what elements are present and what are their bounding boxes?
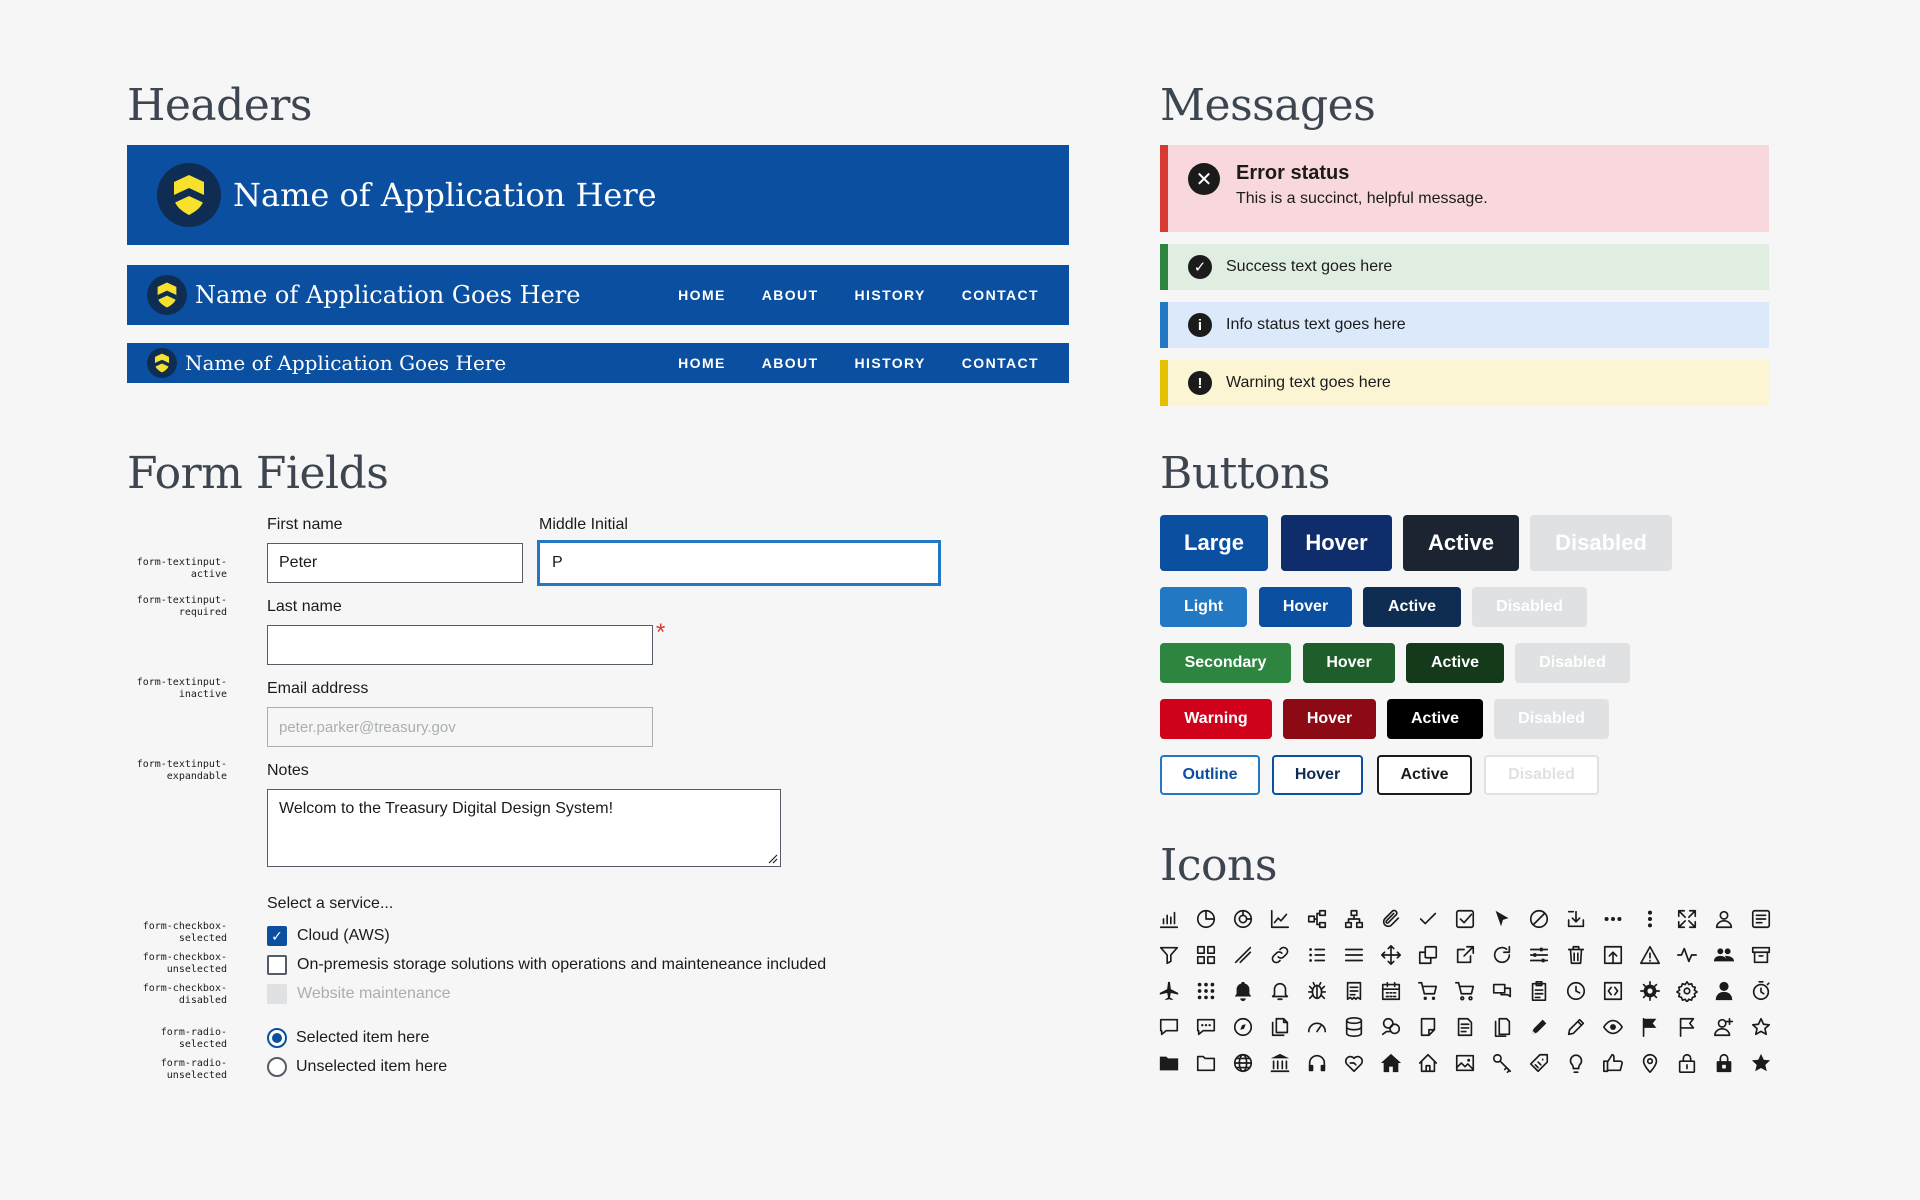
secondary-hover-button[interactable]: Hover [1303,643,1395,683]
checkbox-cloud-label[interactable]: Cloud (AWS) [297,927,390,944]
buttons-section-title: Buttons [1160,448,1330,499]
database-icon[interactable] [1342,1015,1366,1039]
outline-active-button[interactable]: Active [1377,755,1472,795]
light-button[interactable]: Light [1160,587,1247,627]
shield-logo-icon[interactable] [147,348,177,378]
check-icon[interactable] [1416,907,1440,931]
icons-section-title: Icons [1160,840,1277,891]
required-asterisk: * [656,619,666,646]
key-icon[interactable] [1490,1051,1514,1075]
lock-filled-icon[interactable] [1712,1051,1736,1075]
large-disabled-button[interactable]: Disabled [1530,515,1672,571]
nav-history[interactable]: HISTORY [854,355,926,371]
star-outline-icon[interactable] [1749,1015,1773,1039]
icon-library-grid [1157,907,1786,1087]
pulse-icon[interactable] [1675,943,1699,967]
alert-title: Error status [1236,162,1350,184]
bar-chart-icon[interactable] [1157,907,1181,931]
alert-circle-icon: ! [1188,371,1212,395]
nav-home[interactable]: HOME [678,287,726,303]
gear-filled-icon[interactable] [1638,979,1662,1003]
compass-icon[interactable] [1231,1015,1255,1039]
bug-icon[interactable] [1305,979,1329,1003]
annotation-checkbox-selected: form-checkbox- selected [142,921,227,944]
flag-filled-icon[interactable] [1638,1015,1662,1039]
pie-chart-icon[interactable] [1194,907,1218,931]
home-filled-icon[interactable] [1379,1051,1403,1075]
outline-button[interactable]: Outline [1160,755,1260,795]
globe-icon[interactable] [1231,1051,1255,1075]
app-header-large [127,145,1069,245]
thumbs-up-icon[interactable] [1601,1051,1625,1075]
lock-icon[interactable] [1675,1051,1699,1075]
star-filled-icon[interactable] [1749,1051,1773,1075]
archive-icon[interactable] [1749,943,1773,967]
main-nav [678,287,1039,303]
documents-icon[interactable] [1268,1015,1292,1039]
annotation-radio-selected: form-radio- selected [160,1027,227,1050]
gear-outline-icon[interactable] [1675,979,1699,1003]
airplane-icon[interactable] [1157,979,1181,1003]
radio-selected[interactable] [267,1028,287,1048]
cart-outline-icon[interactable] [1453,979,1477,1003]
user-plus-icon[interactable] [1712,1015,1736,1039]
pencil-outline-icon[interactable] [1564,1015,1588,1039]
folder-outline-icon[interactable] [1194,1051,1218,1075]
annotation-textinput-required: form-textinput- required [136,595,227,618]
info-circle-icon: i [1188,313,1212,337]
sliders-icon[interactable] [1527,943,1551,967]
code-icon[interactable] [1601,979,1625,1003]
note-icon[interactable] [1416,1015,1440,1039]
external-link-icon[interactable] [1453,943,1477,967]
cursor-icon[interactable] [1490,907,1514,931]
app-header-medium [127,265,1069,325]
app-title[interactable]: Name of Application Goes Here [185,351,507,375]
annotation-checkbox-unselected: form-checkbox- unselected [142,952,227,975]
checkbox-on-premises[interactable] [267,955,287,975]
main-nav [678,355,1039,371]
heart-hand-icon[interactable] [1342,1051,1366,1075]
nav-history[interactable]: HISTORY [854,287,926,303]
nav-home[interactable]: HOME [678,355,726,371]
secondary-disabled-button[interactable]: Disabled [1515,643,1630,683]
large-button[interactable]: Large [1160,515,1268,571]
large-active-button[interactable]: Active [1403,515,1519,571]
cart-filled-icon[interactable] [1416,979,1440,1003]
primary-active-button[interactable]: Active [1363,587,1461,627]
headers-section-title: Headers [127,80,312,131]
close-circle-icon: ✕ [1188,163,1220,195]
nav-contact[interactable]: CONTACT [961,287,1039,303]
success-alert [1160,244,1769,290]
service-legend: Select a service... [267,895,394,912]
chat-bubbles-icon[interactable] [1490,979,1514,1003]
app-title[interactable]: Name of Application Here [233,176,657,214]
alert-text: Success text goes here [1226,258,1393,275]
first-name-value: Peter [279,554,318,571]
resize-handle-icon[interactable] [768,854,778,864]
menu-icon[interactable] [1342,943,1366,967]
more-horizontal-icon[interactable] [1601,907,1625,931]
flow-icon[interactable] [1305,907,1329,931]
notes-value: Welcom to the Treasury Digital Design System! [279,800,614,817]
timer-icon[interactable] [1749,979,1773,1003]
annotation-checkbox-disabled: form-checkbox- disabled [142,983,227,1006]
outline-hover-button[interactable]: Hover [1272,755,1363,795]
app-title[interactable]: Name of Application Goes Here [195,281,581,309]
bank-icon[interactable] [1268,1051,1292,1075]
annotation-textinput-inactive: form-textinput- inactive [136,677,227,700]
email-input[interactable] [267,707,653,747]
last-name-input[interactable] [267,625,653,665]
radio-selected-label[interactable]: Selected item here [296,1029,430,1046]
filter-icon[interactable] [1157,943,1181,967]
info-alert [1160,302,1769,348]
email-placeholder: peter.parker@treasury.gov [279,718,456,736]
link-icon[interactable] [1268,943,1292,967]
list-card-icon[interactable] [1749,907,1773,931]
app-header-small [127,343,1069,383]
nav-about[interactable]: ABOUT [761,287,819,303]
middle-initial-input[interactable] [537,540,941,586]
bulleted-list-icon[interactable] [1305,943,1329,967]
upload-icon[interactable] [1601,943,1625,967]
document-text-icon[interactable] [1453,1015,1477,1039]
comment-icon[interactable] [1157,1015,1181,1039]
checkbox-on-premises-label[interactable]: On-premesis storage solutions with operations and mainteneance included [297,956,827,973]
notes-textarea[interactable] [267,789,781,867]
middle-initial-label: Middle Initial [539,516,628,533]
clock-icon[interactable] [1564,979,1588,1003]
radio-unselected[interactable] [267,1057,287,1077]
warning-alert [1160,360,1769,406]
line-chart-icon[interactable] [1268,907,1292,931]
lightbulb-icon[interactable] [1564,1051,1588,1075]
comment-dots-icon[interactable] [1194,1015,1218,1039]
bell-outline-icon[interactable] [1268,979,1292,1003]
files-icon[interactable] [1490,1015,1514,1039]
warning-triangle-icon[interactable] [1638,943,1662,967]
users-icon[interactable] [1712,943,1736,967]
shield-logo-icon[interactable] [157,163,221,227]
user-outline-icon[interactable] [1712,907,1736,931]
error-alert [1160,145,1769,232]
outline-disabled-button[interactable]: Disabled [1484,755,1599,795]
warning-disabled-button[interactable]: Disabled [1494,699,1609,739]
folder-filled-icon[interactable] [1157,1051,1181,1075]
copy-icon[interactable] [1416,943,1440,967]
primary-hover-button[interactable]: Hover [1259,587,1352,627]
speedometer-icon[interactable] [1305,1015,1329,1039]
more-vertical-icon[interactable] [1638,907,1662,931]
eye-icon[interactable] [1601,1015,1625,1039]
headphones-icon[interactable] [1305,1051,1329,1075]
image-icon[interactable] [1453,1051,1477,1075]
middle-initial-value: P [552,554,563,571]
secondary-active-button[interactable]: Active [1406,643,1504,683]
block-icon[interactable] [1527,907,1551,931]
annotation-radio-unselected: form-radio- unselected [160,1058,227,1081]
warning-button[interactable]: Warning [1160,699,1272,739]
secondary-button[interactable]: Secondary [1160,643,1291,683]
dots-grid-icon[interactable] [1194,979,1218,1003]
alert-text: Warning text goes here [1226,374,1391,391]
warning-hover-button[interactable]: Hover [1283,699,1376,739]
nav-contact[interactable]: CONTACT [961,355,1039,371]
radio-unselected-label[interactable]: Unselected item here [296,1058,448,1075]
shield-logo-icon[interactable] [147,275,187,315]
map-pin-icon[interactable] [1638,1051,1662,1075]
checkbox-icon[interactable] [1453,907,1477,931]
move-icon[interactable] [1379,943,1403,967]
alert-body: This is a succinct, helpful message. [1236,190,1488,207]
receipt-icon[interactable] [1342,979,1366,1003]
grid-icon[interactable] [1194,943,1218,967]
slash-icon[interactable] [1231,943,1255,967]
notes-label: Notes [267,762,309,779]
flag-outline-icon[interactable] [1675,1015,1699,1039]
attachment-icon[interactable] [1379,907,1403,931]
first-name-input[interactable] [267,543,523,583]
alert-text: Info status text goes here [1226,316,1406,333]
trash-icon[interactable] [1564,943,1588,967]
home-outline-icon[interactable] [1416,1051,1440,1075]
clipboard-icon[interactable] [1527,979,1551,1003]
checkbox-website-maintenance-label: Website maintenance [297,985,451,1002]
tag-icon[interactable] [1527,1051,1551,1075]
first-name-label: First name [267,516,343,533]
annotation-textinput-active: form-textinput- active [136,557,227,580]
expand-icon[interactable] [1675,907,1699,931]
large-hover-button[interactable]: Hover [1281,515,1392,571]
bell-filled-icon[interactable] [1231,979,1255,1003]
calendar-icon[interactable] [1379,979,1403,1003]
nav-about[interactable]: ABOUT [761,355,819,371]
person-filled-icon[interactable] [1712,979,1736,1003]
hand-coins-icon[interactable] [1379,1015,1403,1039]
checkbox-cloud[interactable]: ✓ [267,926,287,946]
annotation-textinput-expandable: form-textinput- expandable [136,759,227,782]
checkbox-website-maintenance[interactable] [267,984,287,1004]
hierarchy-icon[interactable] [1342,907,1366,931]
refresh-icon[interactable] [1490,943,1514,967]
donut-chart-icon[interactable] [1231,907,1255,931]
warning-active-button[interactable]: Active [1387,699,1483,739]
email-label: Email address [267,680,369,697]
form-fields-section-title: Form Fields [127,448,389,499]
check-circle-icon: ✓ [1188,255,1212,279]
pencil-filled-icon[interactable] [1527,1015,1551,1039]
primary-disabled-button[interactable]: Disabled [1472,587,1587,627]
messages-section-title: Messages [1160,80,1376,131]
download-icon[interactable] [1564,907,1588,931]
last-name-label: Last name [267,598,342,615]
